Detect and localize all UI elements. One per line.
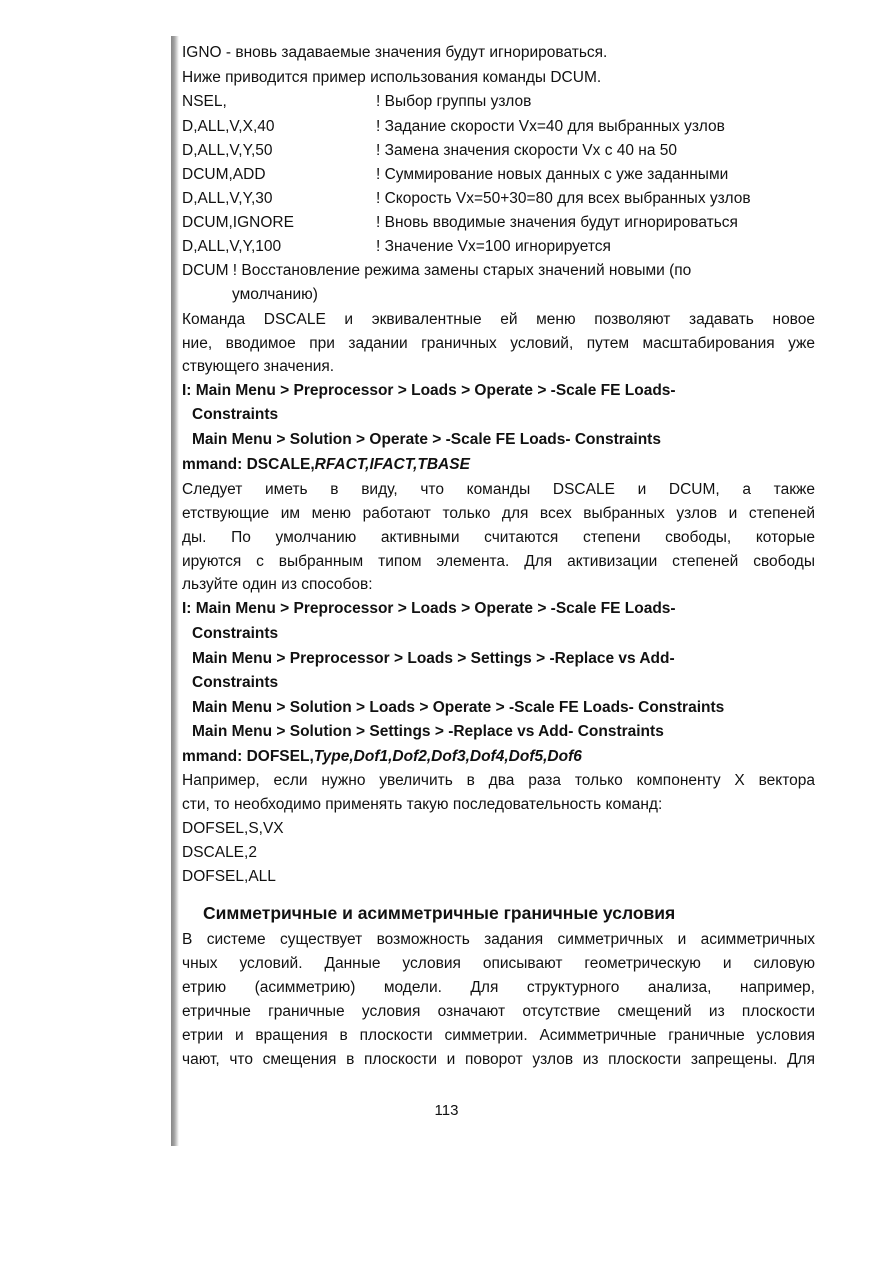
menu-path: Constraints xyxy=(192,625,279,642)
command-args: Type,Dof1,Dof2,Dof3,Dof4,Dof5,Dof6 xyxy=(313,748,582,765)
menu-path: Main Menu > Solution > Loads > Operate > -Scale FE Loads- Constraints xyxy=(192,699,725,716)
command-label: mmand: DOFSEL, xyxy=(182,748,314,765)
code-comment: ! Замена значения скорости Vx с 40 на 50 xyxy=(376,142,678,159)
code-comment: ! Задание скорости Vx=40 для выбранных узлов xyxy=(376,118,725,135)
menu-path: Main Menu > Preprocessor > Loads > Settings > -Replace vs Add- xyxy=(192,650,675,667)
code-command: DCUM,IGNORE xyxy=(182,214,294,231)
page-number: 113 xyxy=(434,1102,459,1119)
menu-path: Constraints xyxy=(192,674,279,691)
menu-path: Main Menu > Solution > Operate > -Scale FE Loads- Constraints xyxy=(192,431,661,448)
code-row xyxy=(182,164,815,186)
code-command: D,ALL,V,Y,50 xyxy=(182,142,273,159)
code-comment: ! Скорость Vx=50+30=80 для всех выбранных узлов xyxy=(376,190,751,207)
code-line: DOFSEL,ALL xyxy=(182,868,276,885)
paragraph-line: етрии и вращения в плоскости симметрии. Асимметричные граничные условия xyxy=(182,1027,815,1044)
code-row xyxy=(182,212,815,234)
paragraph-line: Следует иметь в виду, что команды DSCALE и DCUM, а также xyxy=(182,481,815,498)
code-comment: ! Суммирование новых данных с уже заданными xyxy=(376,166,729,183)
code-command: D,ALL,V,Y,30 xyxy=(182,190,273,207)
code-comment: ! Значение Vx=100 игнорируется xyxy=(376,238,611,255)
menu-path: Constraints xyxy=(192,406,279,423)
paragraph-line: етрию (асимметрию) модели. Для структурного анализа, например, xyxy=(182,979,815,996)
code-row xyxy=(182,236,815,258)
paragraph-line: ируются с выбранным типом элемента. Для активизации степеней свободы xyxy=(182,553,815,570)
code-row xyxy=(182,188,815,210)
paragraph-line: Например, если нужно увеличить в два раза только компоненту X вектора xyxy=(182,772,815,789)
paragraph-line: льзуйте один из способов: xyxy=(182,576,373,593)
paragraph-line: сти, то необходимо применять такую последовательность команд: xyxy=(182,796,663,813)
code-line: DSCALE,2 xyxy=(182,844,257,861)
code-command: DCUM,ADD xyxy=(182,166,266,183)
text-line: IGNO - вновь задаваемые значения будут игнорироваться. xyxy=(182,44,608,61)
code-row xyxy=(182,140,815,162)
paragraph-line: Команда DSCALE и эквивалентные ей меню позволяют задавать новое xyxy=(182,311,815,328)
text-line: DCUM ! Восстановление режима замены старых значений новыми (по xyxy=(182,262,692,279)
code-row xyxy=(182,91,815,113)
menu-path: I: Main Menu > Preprocessor > Loads > Operate > -Scale FE Loads- xyxy=(182,600,676,617)
command-line xyxy=(182,746,815,768)
code-command: NSEL, xyxy=(182,93,227,110)
paragraph-line: етричные граничные условия означают отсутствие смещений из плоскости xyxy=(182,1003,815,1020)
paragraph-line: ствующего значения. xyxy=(182,358,335,375)
code-comment: ! Вновь вводимые значения будут игнорироваться xyxy=(376,214,738,231)
section-heading: Симметричные и асимметричные граничные условия xyxy=(203,903,676,923)
binding-shadow xyxy=(171,36,179,1146)
text-line: умолчанию) xyxy=(232,286,318,303)
paragraph-line: етствующие им меню работают только для всех выбранных узлов и степеней xyxy=(182,505,815,522)
code-comment: ! Выбор группы узлов xyxy=(376,93,532,110)
code-command: D,ALL,V,X,40 xyxy=(182,118,275,135)
paragraph-line: В системе существует возможность задания симметричных и асимметричных xyxy=(182,931,815,948)
code-row xyxy=(182,116,815,138)
command-args: RFACT,IFACT,TBASE xyxy=(314,456,470,473)
command-line xyxy=(182,454,815,476)
paragraph-line: чных условий. Данные условия описывают геометрическую и силовую xyxy=(182,955,815,972)
menu-path: Main Menu > Solution > Settings > -Replace vs Add- Constraints xyxy=(192,723,664,740)
text-line: Ниже приводится пример использования команды DCUM. xyxy=(182,69,602,86)
code-command: D,ALL,V,Y,100 xyxy=(182,238,282,255)
menu-path: I: Main Menu > Preprocessor > Loads > Operate > -Scale FE Loads- xyxy=(182,382,676,399)
paragraph-line: ние, вводимое при задании граничных условий, путем масштабирования уже xyxy=(182,335,815,352)
paragraph-line: ды. По умолчанию активными считаются степени свободы, которые xyxy=(182,529,815,546)
paragraph-line: чают, что смещения в плоскости и поворот узлов из плоскости запрещены. Для xyxy=(182,1051,815,1068)
command-label: mmand: DSCALE, xyxy=(182,456,315,473)
code-line: DOFSEL,S,VX xyxy=(182,820,284,837)
